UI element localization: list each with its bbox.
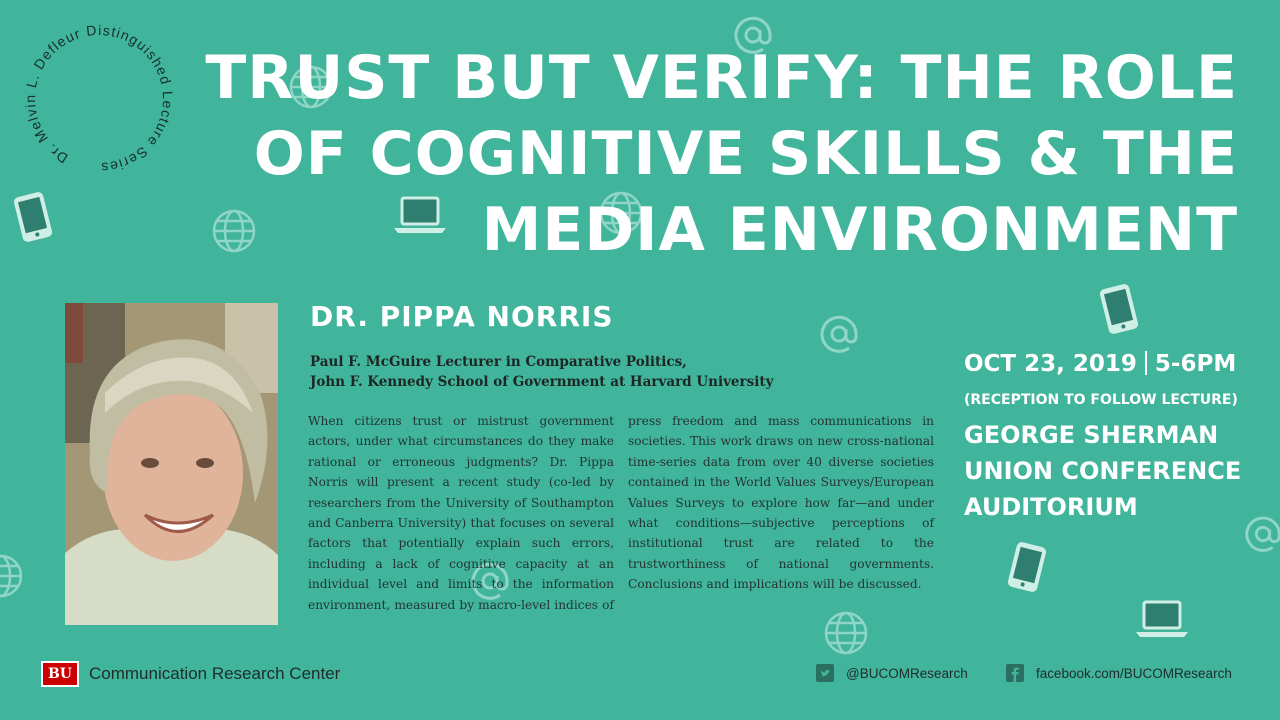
affiliation-line-1: Paul F. McGuire Lecturer in Comparative Politics,: [310, 354, 687, 370]
at-sign-icon: [818, 313, 860, 355]
smartphone-icon: [1096, 281, 1141, 338]
smartphone-icon: [10, 189, 55, 246]
title-line-1: TRUST BUT VERIFY: THE ROLE: [205, 43, 1238, 113]
venue-line-1: GEORGE SHERMAN: [964, 421, 1219, 449]
affiliation-line-2: John F. Kennedy School of Government at Harvard University: [310, 374, 774, 390]
facebook-icon: [1006, 664, 1024, 682]
lecture-series-badge: [14, 14, 184, 184]
event-date: OCT 23, 2019: [964, 351, 1137, 377]
twitter-link[interactable]: [816, 664, 968, 682]
date-time-divider: [1145, 351, 1147, 375]
laptop-icon: [1134, 598, 1190, 640]
facebook-url: facebook.com/BUCOMResearch: [1036, 665, 1232, 681]
globe-icon: [0, 553, 24, 599]
title-line-2: OF COGNITIVE SKILLS & THE: [253, 119, 1238, 189]
svg-text:Dr. Melvin L. Defleur Distingu: [22, 22, 176, 176]
organization-name: Communication Research Center: [89, 664, 341, 683]
facebook-link[interactable]: [1006, 664, 1232, 682]
at-sign-icon: [1243, 514, 1280, 554]
lecture-title: [198, 40, 1238, 268]
smartphone-icon: [1004, 539, 1049, 596]
event-details: [964, 347, 1241, 525]
speaker-photo: [65, 303, 278, 625]
lecture-abstract: When citizens trust or mistrust government actors, under what circumstances do they make rational or erroneous judgments? Dr. Pippa Norris will present a recent study (co-led by researchers from the University of Southampton and Canberra University) that focuses on several factors that potentially explain such errors, including a lack of cognitive capacity at an individual level and limits to the information environment, measured by macro-level indices of press freedom and mass communications in societies. This work draws on new cross-national time-series data from over 40 diverse societies contained in the World Values Surveys/European Values Surveys to explore how far—and under what conditions—subjective perceptions of institutional trust are related to the trustworthiness of national governments. Conclusions and implications will be discussed.: [308, 414, 934, 612]
reception-note: (RECEPTION TO FOLLOW LECTURE): [964, 392, 1238, 408]
lecture-series-name: Dr. Melvin L. Defleur Distinguished Lecture Series: [21, 21, 177, 177]
speaker-affiliation: [310, 352, 870, 392]
speaker-name: DR. PIPPA NORRIS: [310, 300, 614, 333]
bu-logo-text: BU: [47, 666, 73, 682]
title-line-3: MEDIA ENVIRONMENT: [481, 195, 1238, 265]
bu-logo: [41, 661, 79, 687]
venue-line-2: UNION CONFERENCE: [964, 457, 1242, 485]
footer-organization: [41, 661, 340, 687]
venue-line-3: AUDITORIUM: [964, 493, 1138, 521]
event-venue: [964, 417, 1241, 525]
twitter-handle: @BUCOMResearch: [846, 665, 968, 681]
twitter-icon: [816, 664, 834, 682]
event-time: 5-6PM: [1154, 351, 1237, 377]
